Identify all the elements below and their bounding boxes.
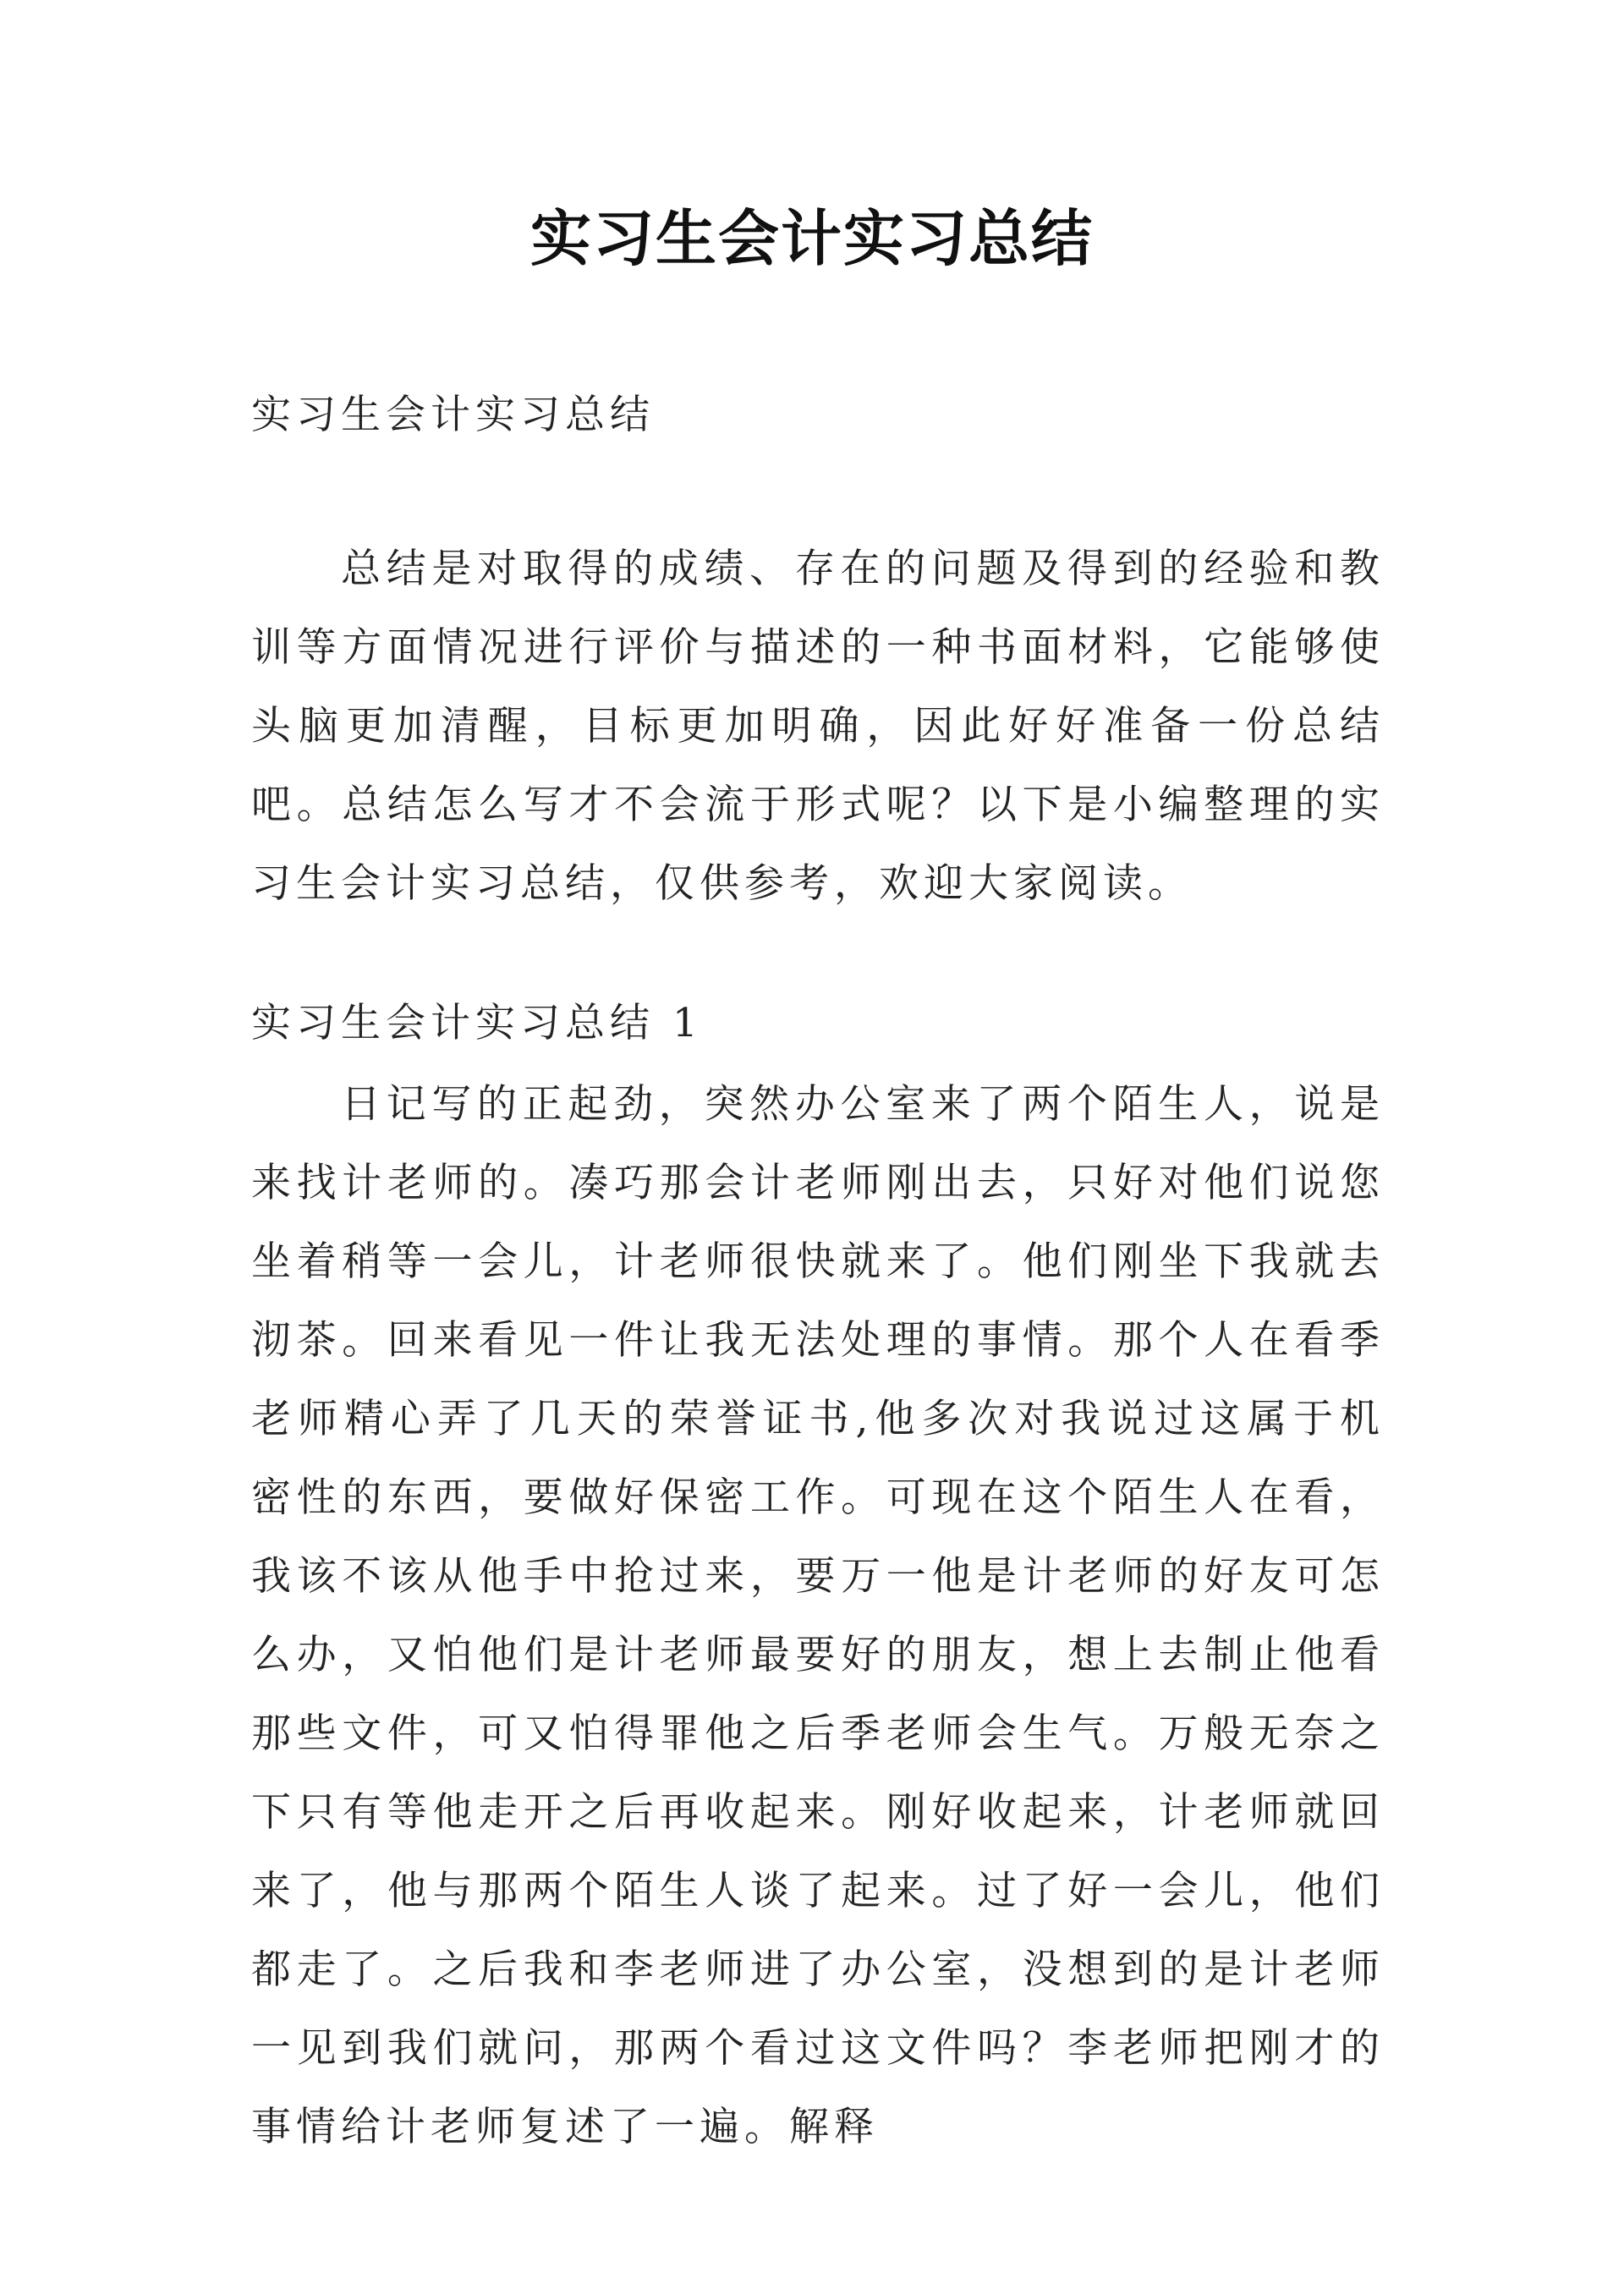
document-title: 实习生会计实习总结	[529, 202, 1094, 274]
body-paragraph: 日记写的正起劲，突然办公室来了两个陌生人，说是来找计老师的。凑巧那会计老师刚出去，只好对他们说您坐着稍等一会儿，计老师很快就来了。他们刚坐下我就去沏茶。回来看见一件让我无法处理的事情。那个人在看季老师精心弄了几天的荣誉证书,他多次对我说过这属于机密性的东西，要做好保密工作。可现在这个陌生人在看，我该不该从他手中抢过来，要万一他是计老师的好友可怎么办，又怕他们是计老师最要好的朋友，想上去制止他看那些文件，可又怕得罪他之后季老师会生气。万般无奈之下只有等他走开之后再收起来。刚好收起来，计老师就回来了，他与那两个陌生人谈了起来。过了好一会儿，他们都走了。之后我和李老师进了办公室，没想到的是计老师一见到我们就问，那两个看过这文件吗？李老师把刚才的事情给计老师复述了一遍。解释	[251, 1081, 1385, 2150]
section-heading: 实习生会计实习总结 1	[251, 1000, 703, 1046]
document-subtitle: 实习生会计实习总结	[251, 392, 655, 438]
intro-paragraph: 总结是对取得的成绩、存在的问题及得到的经验和教训等方面情况进行评价与描述的一种书面材料，它能够使头脑更加清醒，目标更加明确，因此好好准备一份总结吧。总结怎么写才不会流于形式呢？以下是小编整理的实习生会计实习总结，仅供参考，欢迎大家阅读。	[251, 546, 1385, 907]
